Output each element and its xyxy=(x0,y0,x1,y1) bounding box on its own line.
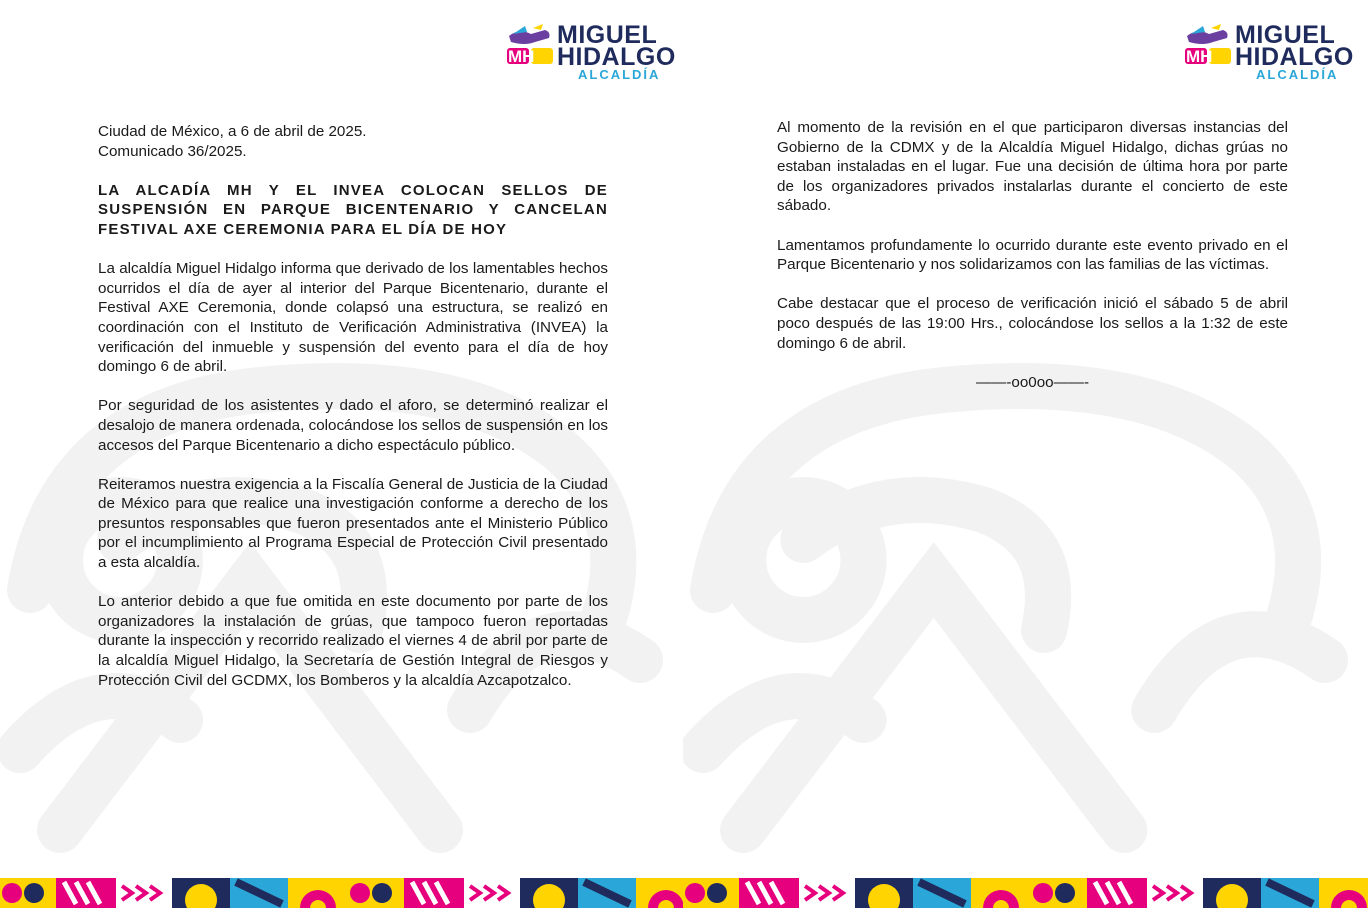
closing-mark: ——-oo0oo——- xyxy=(975,373,1090,391)
paragraph: La alcaldía Miguel Hidalgo informa que derivado de los lamentables hechos ocurridos el día de ayer al interior del Parque Bicentenario, durante el Festival AXE Ceremonia, donde colapsó una estructura, se realizó en coordinación con el Instituto de Verificación Administrativa (INVEA) la verificación del inmueble y suspensión del evento para el día de hoy domingo 6 de abril. xyxy=(98,260,608,376)
release-headline: LA ALCADÍA MH Y EL INVEA COLOCAN SELLOS DE SUSPENSIÓN EN PARQUE BICENTENARIO Y CANCELAN FESTIVAL AXE CEREMONIA PARA EL DÍA DE HOY xyxy=(98,181,608,238)
decorative-border xyxy=(0,878,683,908)
document-page-right xyxy=(683,0,1368,908)
paragraph: Cabe destacar que el proceso de verificación inició el sábado 5 de abril poco después de las 19:00 Hrs., colocándose los sellos a la 1:32 de este domingo 6 de abril. xyxy=(777,295,1288,352)
logo-text-hidalgo: HIDALGO xyxy=(557,43,676,71)
paragraph: Lamentamos profundamente lo ocurrido durante este evento privado en el Parque Bicentenario y nos solidarizamos con las familias de las víctimas. xyxy=(777,236,1288,274)
logo-text-alcaldia: ALCALDÍA xyxy=(578,67,661,82)
logo-text-miguel: MIGUEL xyxy=(557,21,658,49)
alcaldia-logo xyxy=(1183,22,1355,84)
document-page-left xyxy=(0,0,683,908)
press-release-body-right xyxy=(777,118,1288,412)
press-release-body-left xyxy=(98,122,608,710)
release-date: Ciudad de México, a 6 de abril de 2025. xyxy=(98,123,367,140)
alcaldia-logo xyxy=(505,22,677,84)
paragraph: Reiteramos nuestra exigencia a la Fiscalía General de Justicia de la Ciudad de México para que realice una investigación conforme a derecho de los presuntos responsables que fueron presentados ante el Ministerio Público por el incumplimiento al Programa Especial de Protección Civil presentado a esta alcaldía. xyxy=(98,475,608,572)
paragraph: Lo anterior debido a que fue omitida en este documento por parte de los organizadores la instalación de grúas, que tampoco fueron reportadas durante la inspección y recorrido realizado el viernes 4 de abril por parte de la alcaldía Miguel Hidalgo, la Secretaría de Gestión Integral de Riesgos y Protección Civil del GCDMX, los Bomberos y la alcaldía Azcapotzalco. xyxy=(98,593,608,689)
grasshopper-logo-icon xyxy=(1183,24,1233,68)
paragraph: Al momento de la revisión en el que participaron diversas instancias del Gobierno de la CDMX y de la Alcaldía Miguel Hidalgo, dichas grúas no estaban instaladas en el lugar. Fue una decisión de última hora por parte de los organizadores privados instalarlas durante el concierto de este sábado. xyxy=(777,119,1288,215)
release-number: Comunicado 36/2025. xyxy=(98,142,247,160)
decorative-border xyxy=(683,878,1368,908)
logo-text-miguel: MIGUEL xyxy=(1235,21,1336,49)
logo-text-alcaldia: ALCALDÍA xyxy=(1256,67,1339,82)
grasshopper-logo-icon xyxy=(505,24,555,68)
paragraph: Por seguridad de los asistentes y dado el aforo, se determinó realizar el desalojo de manera ordenada, colocándose los sellos de suspensión en los accesos del Parque Bicentenario a dicho espectáculo público. xyxy=(98,397,608,454)
logo-text-hidalgo: HIDALGO xyxy=(1235,43,1354,71)
